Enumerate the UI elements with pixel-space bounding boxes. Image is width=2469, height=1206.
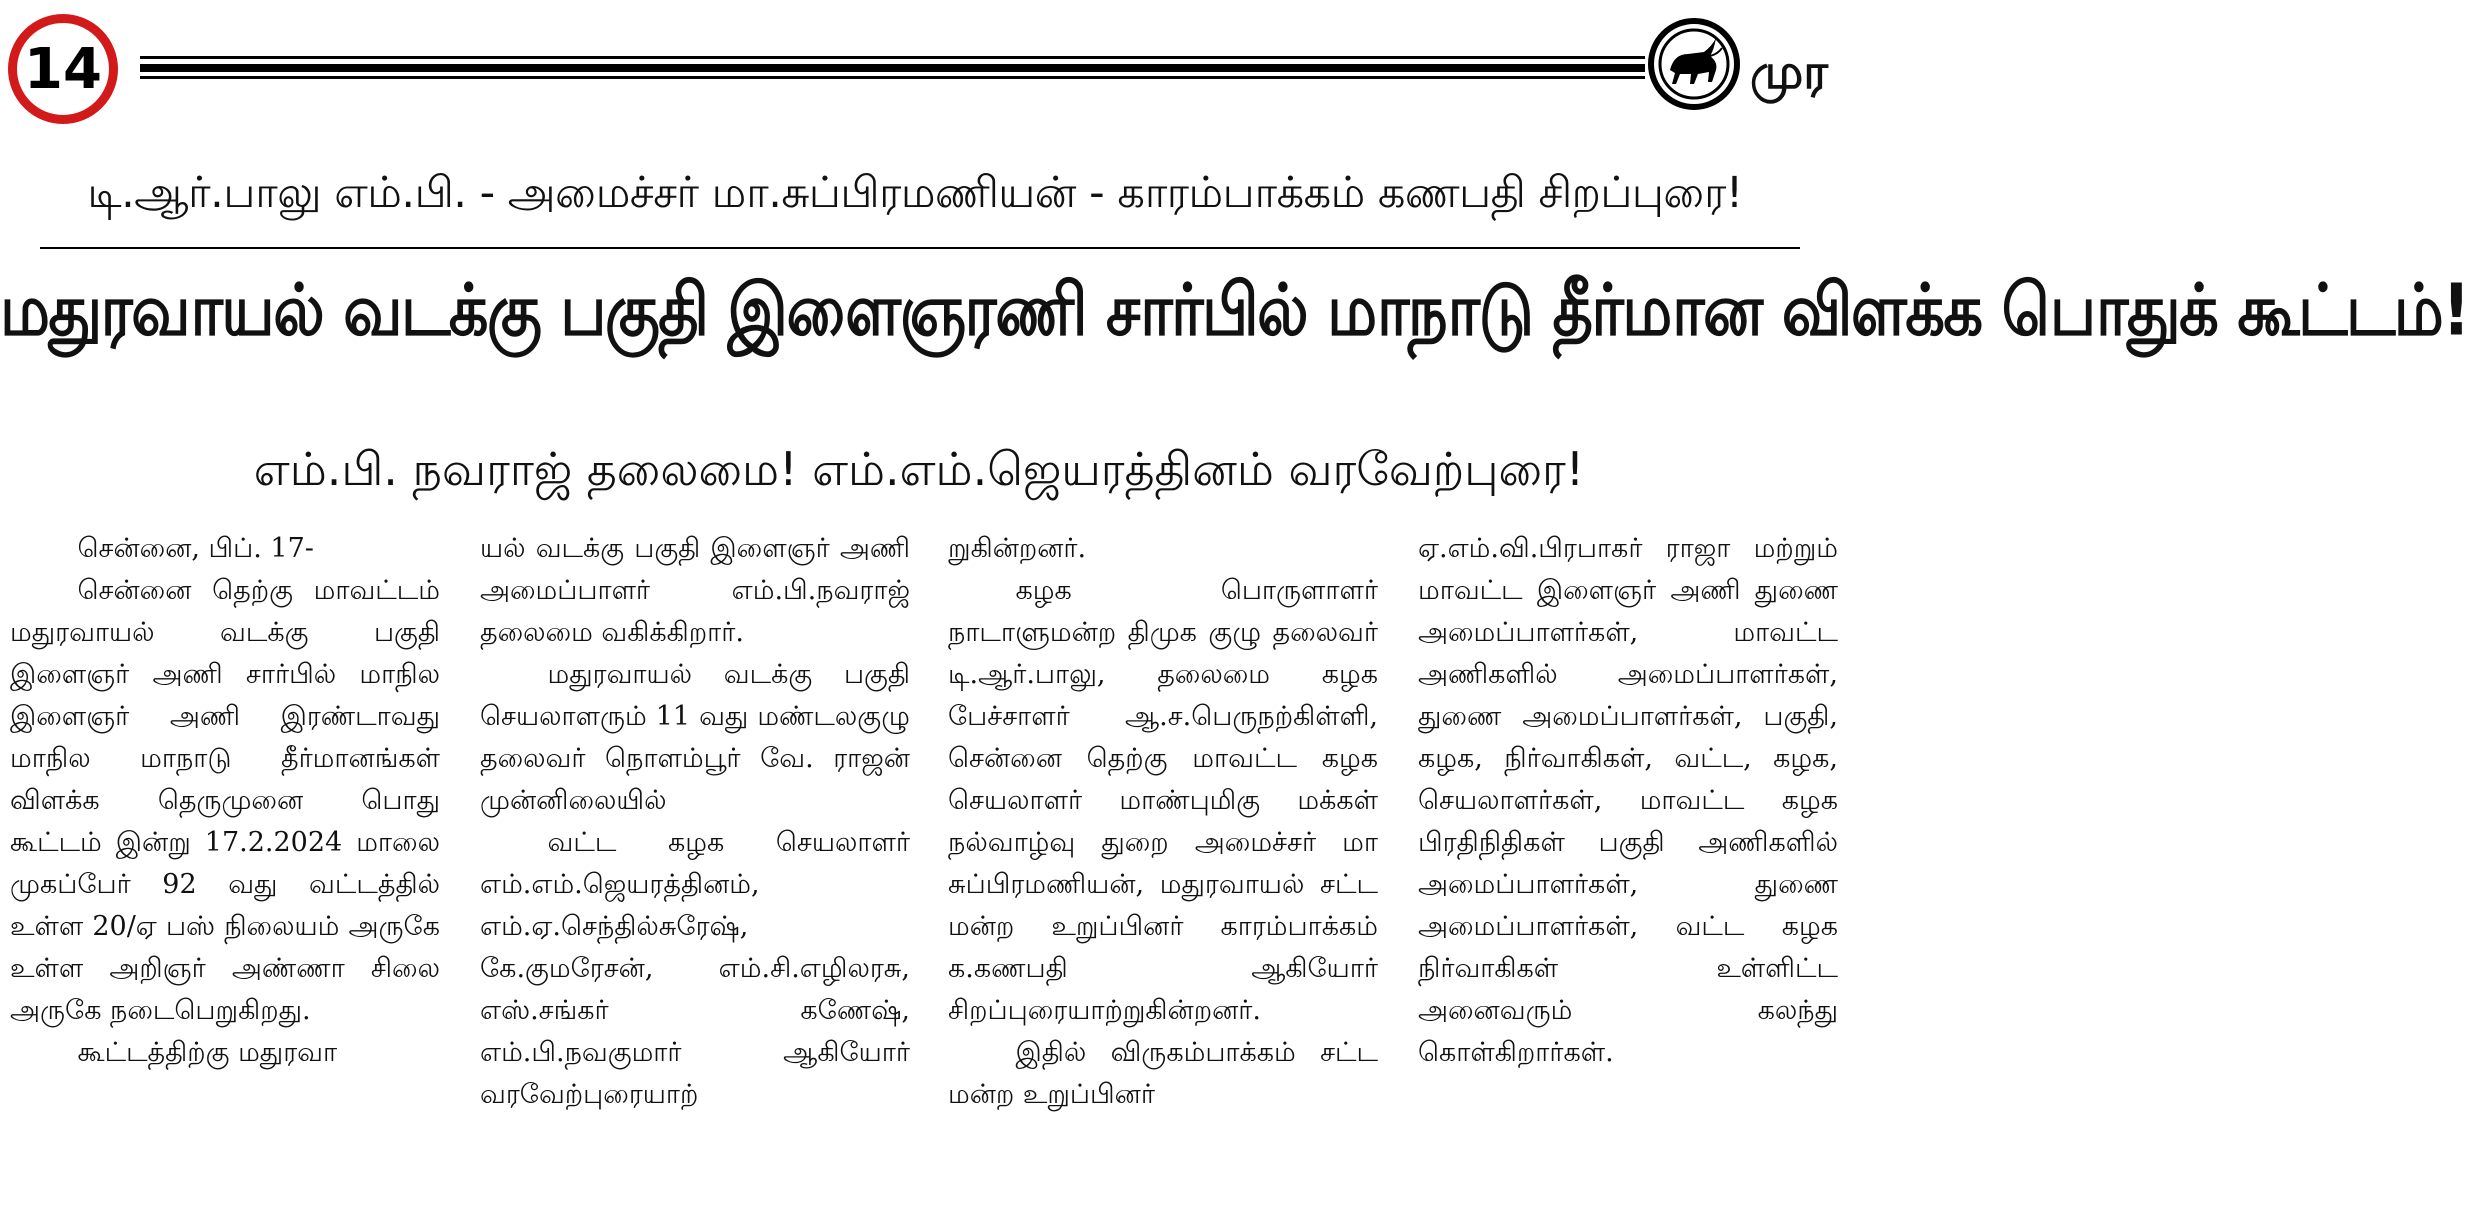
masthead xyxy=(0,0,1838,150)
page-number-badge: 14 xyxy=(8,14,118,124)
paragraph: மதுரவாயல் வடக்கு பகுதி செயலாளரும் 11 வது மண்டலகுழு தலைவர் நொளம்பூர் வே. ராஜன் முன்னிலையில் xyxy=(480,659,910,816)
paragraph: வட்ட கழக செயலாளர் எம்.எம்.ஜெயரத்தினம், எம்.ஏ.செந்தில்சுரேஷ், கே.குமரேசன், எம்.சி.எழிலரசு, எஸ்.சங்கர் கணேஷ், எம்.பி.நவகுமார் ஆகியோர் வரவேற்புரையாற் xyxy=(480,827,910,1110)
article-column-4 xyxy=(1418,528,1838,1206)
paragraph: சென்னை தெற்கு மாவட்டம் மதுரவாயல் வடக்கு பகுதி இளைஞர் அணி சார்பில் மாநில இளைஞர் அணி இரண்டாவது மாநில மாநாடு தீர்மானங்கள் விளக்க தெருமுனை பொது கூட்டம் இன்று 17.2.2024 மாலை முகப்பேர் 92 வது வட்டத்தில் உள்ள 20/ஏ பஸ் நிலையம் அருகே உள்ள அறிஞர் அண்ணா சிலை அருகே நடைபெறுகிறது. xyxy=(10,575,440,1026)
bull-emblem-icon xyxy=(1648,18,1740,110)
paragraph: யல் வடக்கு பகுதி இளைஞர் அணி அமைப்பாளர் எம்.பி.நவராஜ் தலைமை வகிக்கிறார். xyxy=(480,533,910,648)
dateline: சென்னை, பிப். 17- xyxy=(77,533,314,564)
paragraph: றுகின்றனர். xyxy=(948,533,1087,564)
kicker-divider xyxy=(40,247,1800,249)
article-column-1 xyxy=(10,528,440,1206)
subheadline: எம்.பி. நவராஜ் தலைமை! எம்.எம்.ஜெயரத்தினம் வரவேற்புரை! xyxy=(253,442,1585,496)
paragraph: இதில் விருகம்பாக்கம் சட்ட மன்ற உறுப்பினர் xyxy=(948,1037,1378,1110)
article-body xyxy=(10,528,1838,1206)
newspaper-brand: முர xyxy=(1750,44,1829,100)
masthead-rule xyxy=(140,56,1645,80)
paragraph: ஏ.எம்.வி.பிரபாகர் ராஜா மற்றும் மாவட்ட இளைஞர் அணி துணை அமைப்பாளர்கள், மாவட்ட அணிகளில் அமைப்பாளர்கள், துணை அமைப்பாளர்கள், பகுதி, கழக, நிர்வாகிகள், வட்ட, கழக, செயலாளர்கள், மாவட்ட கழக பிரதிநிதிகள் பகுதி அணிகளில் அமைப்பாளர்கள், துணை அமைப்பாளர்கள், வட்ட கழக நிர்வாகிகள் உள்ளிட்ட அனைவரும் கலந்து கொள்கிறார்கள். xyxy=(1418,533,1838,1068)
article-column-2 xyxy=(480,528,910,1206)
kicker-line: டி.ஆர்.பாலு எம்.பி. - அமைச்சர் மா.சுப்பிரமணியன் - காரம்பாக்கம் கணபதி சிறப்புரை! xyxy=(87,168,1743,218)
paragraph: கூட்டத்திற்கு மதுரவா xyxy=(77,1037,338,1068)
article-column-3 xyxy=(948,528,1378,1206)
headline: மதுரவாயல் வடக்கு பகுதி இளைஞரணி சார்பில் மாநாடு தீர்மான விளக்க பொதுக் கூட்டம்! xyxy=(0,267,2469,352)
paragraph: கழக பொருளாளர் நாடாளுமன்ற திமுக குழு தலைவர் டி.ஆர்.பாலு, தலைமை கழக பேச்சாளர் ஆ.ச.பெருநற்கிள்ளி, சென்னை தெற்கு மாவட்ட கழக செயலாளர் மாண்புமிகு மக்கள் நல்வாழ்வு துறை அமைச்சர் மா சுப்பிரமணியன், மதுரவாயல் சட்ட மன்ற உறுப்பினர் காரம்பாக்கம் க.கணபதி ஆகியோர் சிறப்புரையாற்றுகின்றனர். xyxy=(948,575,1378,1026)
